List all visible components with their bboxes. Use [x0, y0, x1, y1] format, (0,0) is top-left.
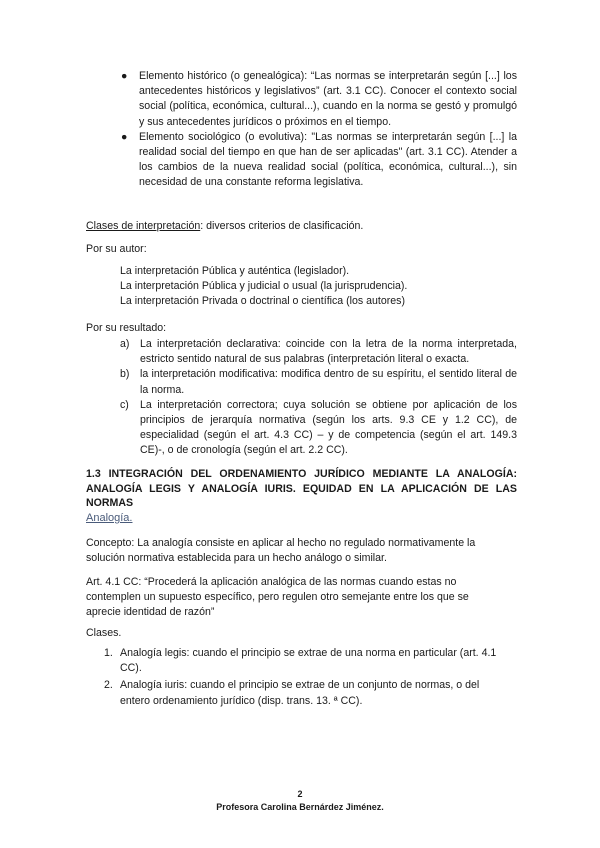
list-item	[120, 367, 517, 397]
clases-paragraph	[86, 219, 363, 234]
por-resultado-label: Por su resultado:	[86, 322, 167, 334]
bullet-icon: ●	[121, 130, 128, 143]
author-line: La interpretación Privada o doctrinal o científica (los autores)	[120, 295, 406, 308]
list-marker: 2.	[104, 679, 113, 692]
list-item	[100, 678, 510, 708]
list-item	[117, 130, 517, 191]
list-marker: a)	[120, 338, 130, 350]
list-text: Analogía iuris: cuando el principio se extrae de un conjunto de normas, o del entero ordenamiento jurídico (disp. trans. 13. ª CC).	[120, 679, 480, 707]
resultado-list	[120, 337, 517, 459]
list-marker: 1.	[104, 647, 113, 659]
list-item	[117, 69, 517, 130]
por-autor-label: Por su autor:	[86, 243, 147, 255]
author-line: La interpretación Pública y auténtica (legislador).	[120, 265, 350, 277]
clases-rest: : diversos criterios de clasificación.	[200, 220, 364, 232]
list-text: la interpretación modificativa: modifica dentro de su espíritu, el sentido literal de la norma.	[140, 368, 517, 396]
list-marker: c)	[120, 398, 129, 411]
bullet-text: Elemento sociológico (o evolutiva): "Las normas se interpretarán según [...] la realidad social del tiempo en que han de ser aplicadas" (art. 3.1 CC). Atender a los cambios de la nueva realidad social (política, económica, cultural...), sin necesidad de una constante reforma legislativa.	[139, 130, 517, 189]
list-item	[100, 646, 510, 676]
footer-author: Profesora Carolina Bernárdez Jiménez.	[216, 802, 384, 812]
list-text: La interpretación declarativa: coincide con la letra de la norma interpretada, estricto sentido natural de sus palabras (interpretación literal o exacta.	[140, 338, 517, 366]
list-text: Analogía legis: cuando el principio se extrae de una norma en particular (art. 4.1 CC).	[120, 647, 497, 675]
bullet-text: Elemento histórico (o genealógica): “Las normas se interpretarán según [...] los antecedentes históricos y legislativos” (art. 3.1 CC). Conocer el contexto social social (política, económica, cultural...), cuando en la norma se gestó y promulgó y sus antecedentes jurídicos o próximos en el tiempo.	[139, 70, 517, 128]
list-item	[120, 398, 517, 459]
concepto-paragraph: Concepto: La analogía consiste en aplicar al hecho no regulado normativamente la solución normativa establecida para un hecho análogo o similar.	[86, 537, 476, 565]
elements-bullet-list	[117, 69, 517, 191]
section-subheading: Analogía.	[86, 512, 133, 524]
list-item	[120, 337, 517, 367]
list-text: La interpretación correctora; cuya solución se obtiene por aplicación de los principios de jerarquía normativa (según los arts. 9.3 CE y 1.2 CC), de especialidad (según el art. 4.3 CC) – y de competencia (según el art. 149.3 CE)-, o de cronología (según el art. 2.2 CC).	[140, 398, 517, 457]
page-number: 2	[297, 789, 303, 799]
clases-analogia-label: Clases.	[86, 627, 122, 639]
list-marker: b)	[120, 368, 130, 381]
clases-label: Clases de interpretación	[86, 220, 201, 232]
bullet-icon: ●	[121, 70, 128, 82]
analogia-list	[100, 646, 510, 711]
art-paragraph: Art. 4.1 CC: “Procederá la aplicación analógica de las normas cuando estas no contemplen un supuesto específico, pero regulen otro semejante entre los que se aprecie identidad de razón”	[86, 576, 469, 619]
author-lines	[120, 264, 407, 310]
section-heading: 1.3 INTEGRACIÓN DEL ORDENAMIENTO JURÍDICO MEDIANTE LA ANALOGÍA: ANALOGÍA LEGIS Y ANALOGÍA IURIS. EQUIDAD EN LA APLICACIÓN DE LAS NORMAS	[86, 468, 517, 510]
author-line: La interpretación Pública y judicial o usual (la jurisprudencia).	[120, 280, 408, 293]
